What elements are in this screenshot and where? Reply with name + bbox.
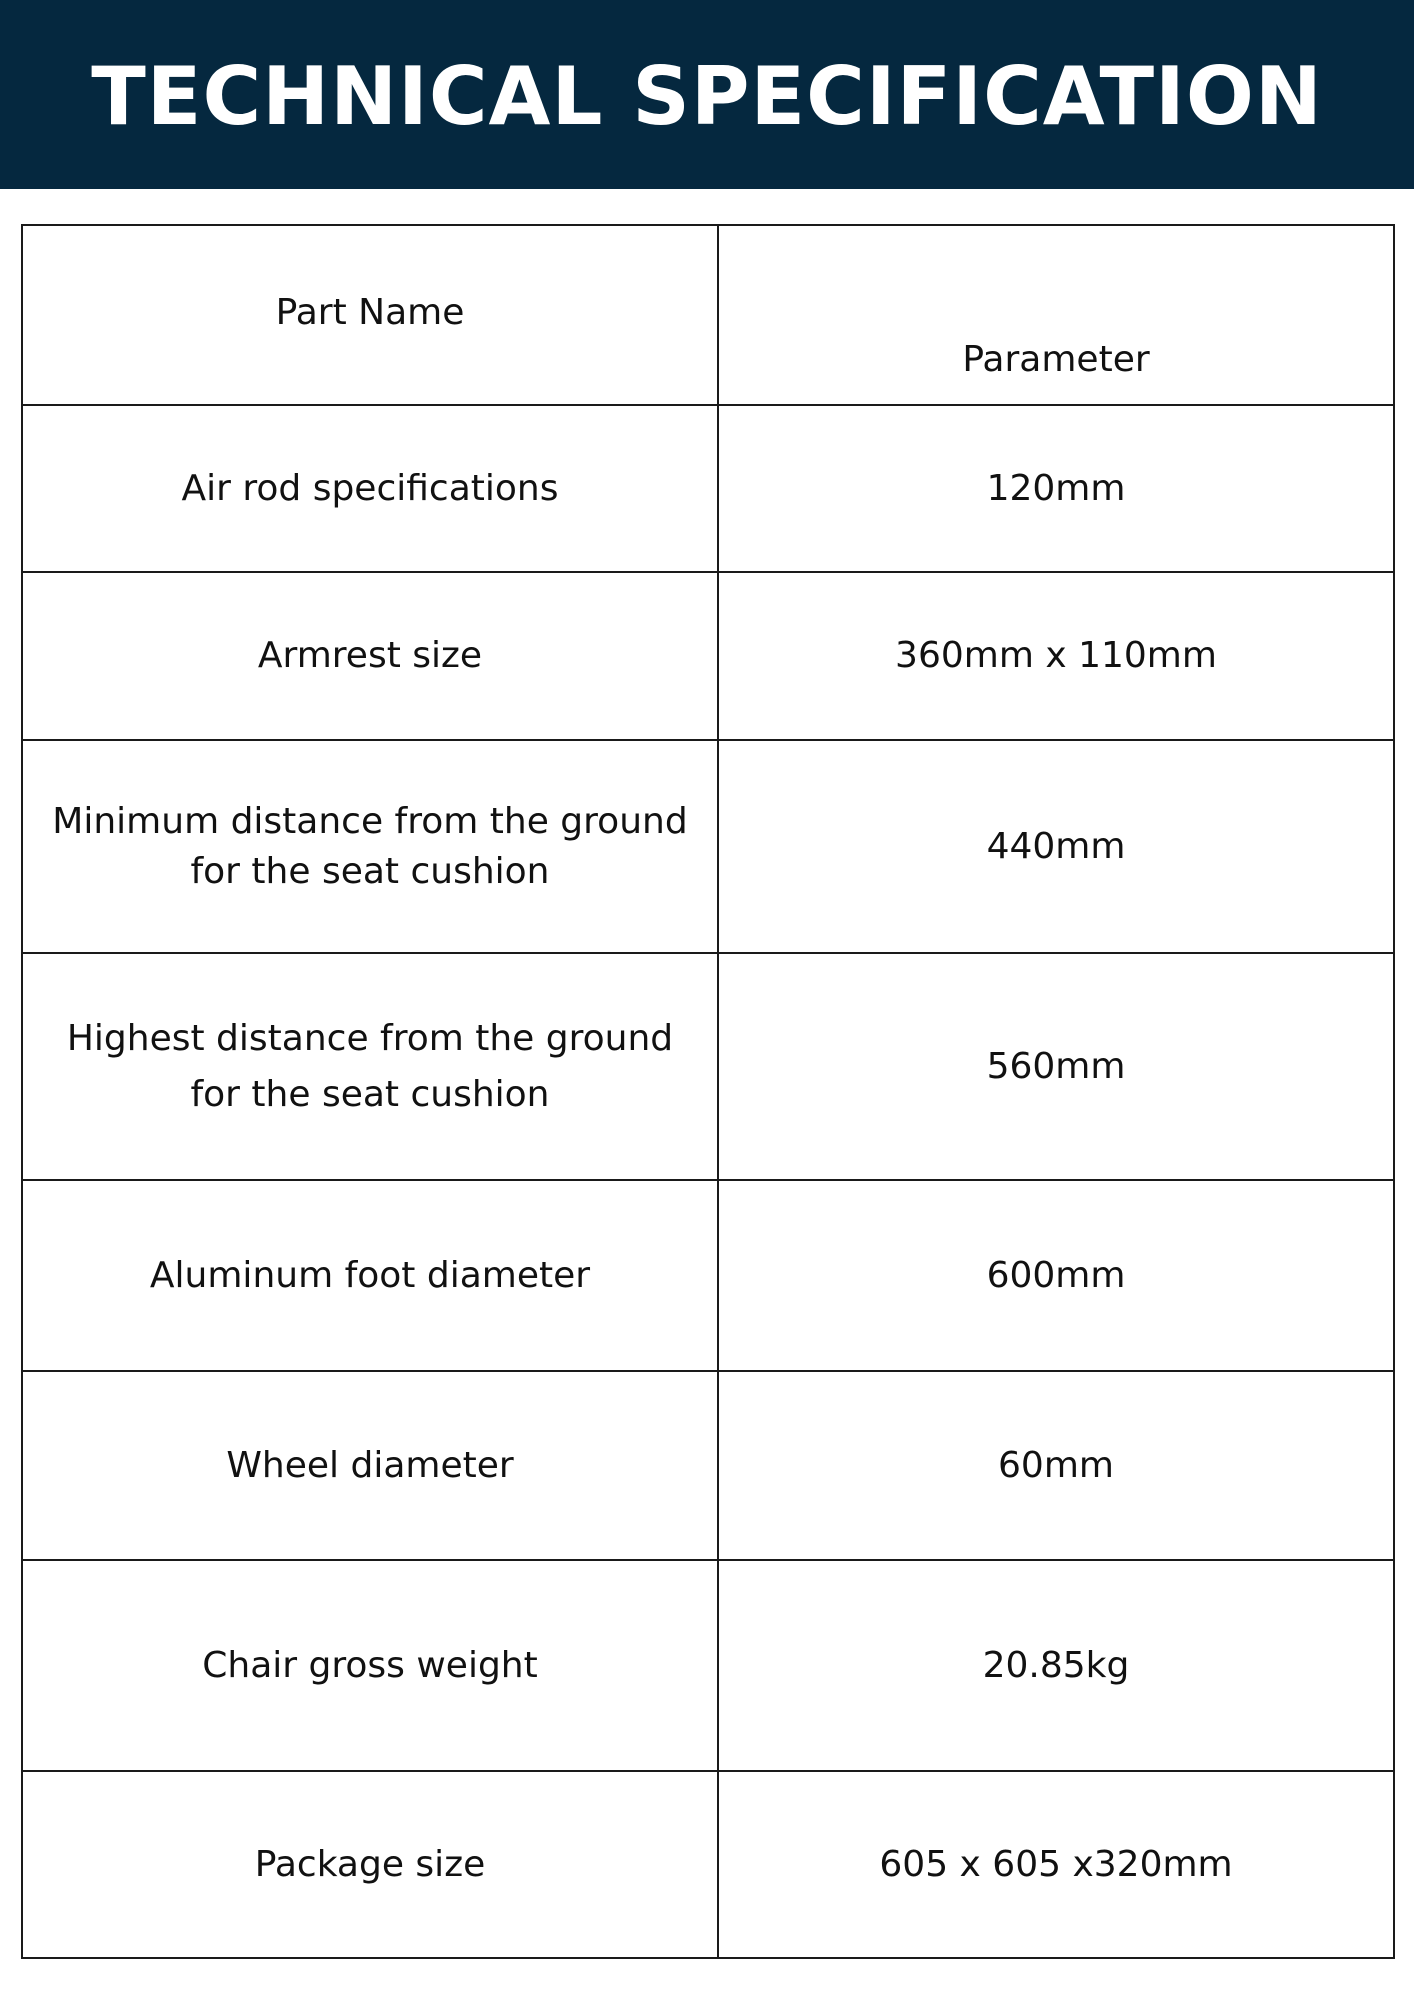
parameter-cell: 560mm [718,953,1394,1180]
table-row [22,953,1394,1180]
column-header-part-name: Part Name [22,225,718,405]
part-name-cell: Air rod specifications [22,405,718,572]
table-row [22,1180,1394,1371]
part-name-cell: Armrest size [22,572,718,740]
part-name-cell: Package size [22,1771,718,1958]
specification-table [21,224,1395,1959]
part-name-cell: Minimum distance from the ground for the seat cushion [22,740,718,953]
table-header-row [22,225,1394,405]
parameter-cell: 600mm [718,1180,1394,1371]
table-row [22,405,1394,572]
parameter-cell: 120mm [718,405,1394,572]
part-name-cell: Aluminum foot diameter [22,1180,718,1371]
part-name-cell: Highest distance from the ground for the seat cushion [22,953,718,1180]
part-name-cell: Wheel diameter [22,1371,718,1560]
parameter-cell: 440mm [718,740,1394,953]
part-name-cell: Chair gross weight [22,1560,718,1771]
table-row [22,1560,1394,1771]
table-row [22,572,1394,740]
parameter-cell: 20.85kg [718,1560,1394,1771]
parameter-cell: 605 x 605 x320mm [718,1771,1394,1958]
table-row [22,1371,1394,1560]
parameter-cell: 60mm [718,1371,1394,1560]
column-header-parameter: Parameter [718,225,1394,405]
table-row [22,740,1394,953]
table-row [22,1771,1394,1958]
page-title: TECHNICAL SPECIFICATION [91,50,1323,143]
parameter-cell: 360mm x 110mm [718,572,1394,740]
title-banner [0,0,1414,189]
